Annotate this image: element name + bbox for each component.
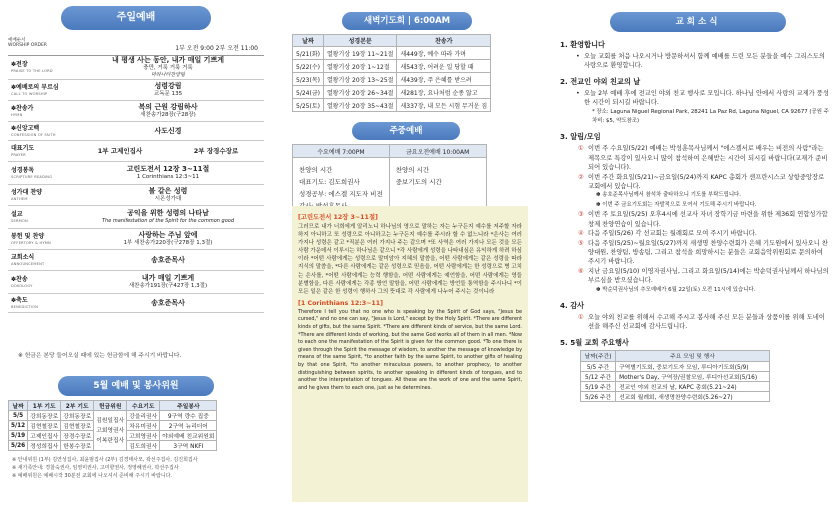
worship-item-label xyxy=(8,297,72,310)
events-cell: 5/19 주간 xyxy=(581,381,616,391)
worship-item-sub2: The manifestation of the Spirit for the common good xyxy=(101,218,235,224)
dawn-row xyxy=(293,47,491,60)
dawn-prayer-title: 새벽기도회 | 6:00AM xyxy=(342,12,472,30)
welcome-text: • 오늘 교회를 처음 나오시거나 방문하셔서 함께 예배를 드린 모든 분들을 예수 그리스도의 사랑으로 환영합니다. xyxy=(576,52,830,71)
scripture-en-text: Therefore I tell you that no one who is speaking by the Spirit of God says, "Jesus be cursed," and no one can say, "Jesus is Lord," except by the Holy Spirit. *There are different kinds of gifts, but the same Spirit. *There are different kinds of service, but the same Lord. *There are different kinds of working, but the same God works all of them in all men. *Now to each one the manifestation of the Spirit is given for the common good. *To one there is given through the Spirit the message of wisdom, to another the message of knowledge by means of the same Spirit, *to another faith by the same Spirit, to another gifts of healing by that one Spirit, *to another miraculous powers, to another prophecy, to another distinguishing between spirits, to another speaking in different kinds of tongues, and to another the interpretation of tongues. All these are the work of one and the same Spirit, and he gives them to each one, just as he determines. xyxy=(298,308,522,391)
dawn-header: 찬송가 xyxy=(397,35,491,47)
may-note: ※ 예배위원은 예배시작 30분전 교회에 나오셔서 준비해 주시기 바랍니다. xyxy=(12,473,173,479)
worship-item-title: 볼 같은 성령 xyxy=(148,187,188,195)
may-note: ※ 새가족안내: 경찰숙권사, 임영미권사, 고미향권사, 정영혜권사, 곽선주집사 xyxy=(12,465,179,471)
middle-column xyxy=(292,0,528,507)
worship-order-row xyxy=(8,80,264,101)
scripture-ko-text: 그러므로 내가 너희에게 알리노니 하나님의 영으로 말하는 자는 누구든지 예수를 저주할 자라 하지 아니하고 또 성령으로 아니하고는 누구든지 예수를 주시라 할 수 없느니라 *은사는 여러 가지나 성령은 같고 *직분은 여러 가지나 주는 같으며 *또 사역은 여러 가지나 모든 것을 모든 사람 가운데서 이루시는 하나님은 같으니 *각 사람에게 성령을 나타내심은 유익하게 하려 하심이라 *어떤 사람에게는 성령으로 말미암아 지혜의 말씀을, 어떤 사람에게는 같은 성령을 따라 지식의 말씀을, *다른 사람에게는 같은 성령으로 믿음을, 어떤 사람에게는 한 성령으로 병 고치는 은사를, *어떤 사람에게는 능력 행함을, 어떤 사람에게는 예언함을, 어떤 사람에게는 영들 분별함을, 다른 사람에게는 각종 방언 말함을, 어떤 사람에게는 방언들 통역함을 주시나니 *이 모든 일은 같은 한 성령이 행하사 그의 뜻대로 각 사람에게 나누어 주시는 것이니라 xyxy=(298,224,522,295)
events-cell: 5/5 주간 xyxy=(581,361,616,371)
item-number: ② xyxy=(578,173,584,181)
dawn-cell: 5/24(금) xyxy=(293,86,324,99)
worship-item-title: 공익을 위한 성령의 나타남 xyxy=(127,209,209,217)
may-cell: 김현철장로 xyxy=(61,421,94,431)
worship-item-name: 성경봉독 xyxy=(11,166,35,174)
worship-item-sub: 충만, 거룩 거룩 거룩 xyxy=(143,65,193,71)
worship-item-sub: 교독문 135 xyxy=(153,91,183,97)
worship-item-en: SERMON xyxy=(11,218,28,223)
worship-item-title: 내 평생 사는 동안, 내가 매일 기쁘게 xyxy=(112,56,224,64)
picnic-text: 오늘 2부 예배 후에 전교인 야외 친교 행사로 모입니다. 하나님 안에서 사랑의 교제가 풍성한 시간이 되시길 바랍니다. xyxy=(584,89,829,107)
news-item xyxy=(578,144,830,172)
scripture-ko-title: [고린도전서 12장 3~11절] xyxy=(298,214,378,221)
worship-item-label xyxy=(8,189,72,202)
weekly-worship-title: 주중예배 xyxy=(352,122,460,140)
worship-item-en: PRAISE TO THE LORD xyxy=(11,69,53,73)
worship-order-header xyxy=(8,38,264,54)
worship-order-row xyxy=(8,294,264,313)
worship-item-sub: 1부 새찬송가220장(구278장 1,3절) xyxy=(123,240,213,246)
dawn-cell: 열왕기상 20장 26~34절 xyxy=(323,86,397,99)
worship-item-name: ✽예배로의 부르심 xyxy=(11,83,59,91)
thanks-title: 4. 감사 xyxy=(560,300,585,310)
worship-item-title: 사랑하는 주님 앞에 xyxy=(138,231,198,239)
may-cell: 2구역 뉴리더어 xyxy=(160,421,217,431)
offering-team-cell xyxy=(94,411,127,451)
worship-item-en: ANNOUNCEMENT xyxy=(11,261,45,266)
events-title: 5. 5월 교회 주요행사 xyxy=(560,337,629,347)
worship-item-title: 내가 매일 기쁘게 xyxy=(141,274,195,282)
worship-item-en: OFFERTORY & HYMN xyxy=(11,240,51,245)
scripture-box xyxy=(292,206,528,502)
worship-item-en: CALL TO WORSHIP xyxy=(11,91,48,96)
events-cell: 선교회 월례회, 새생명찬양수련회(5.26~27) xyxy=(616,391,770,401)
may-cell: 5/5 xyxy=(9,411,28,421)
may-notes xyxy=(12,456,198,480)
dawn-cell: 새543장, 어려운 일 당할 때 xyxy=(397,60,491,73)
dawn-cell: 열왕기상 20장 1~12절 xyxy=(323,60,397,73)
may-header: 헌금위원 xyxy=(94,401,127,411)
worship-item-content xyxy=(72,187,264,203)
wed-item: 찬양의 시간 xyxy=(299,166,333,174)
worship-order-table xyxy=(8,55,264,313)
events-row xyxy=(581,371,770,381)
worship-item-label xyxy=(8,145,72,158)
prayer-leader: 1부 고제인집사 xyxy=(97,146,143,155)
may-cell: 5/19 xyxy=(9,431,28,441)
may-header: 주일봉사 xyxy=(160,401,217,411)
may-servers-title: 5월 예배 및 봉사위원 xyxy=(58,376,214,396)
worship-item-name: ✽찬송가 xyxy=(11,104,34,112)
worship-order-row xyxy=(8,56,264,80)
worship-item-content xyxy=(72,127,264,136)
news-item xyxy=(578,239,830,267)
news-item xyxy=(578,210,830,229)
worship-item-name: 성가대 찬양 xyxy=(11,188,43,196)
worship-item-content xyxy=(72,82,264,98)
worship-item-label xyxy=(8,167,72,180)
worship-item-label xyxy=(8,61,72,74)
worship-item-en: HYMN xyxy=(11,112,23,117)
news-item xyxy=(578,313,830,332)
prayer-split xyxy=(72,147,264,156)
may-servers-table xyxy=(8,400,217,451)
worship-item-sub: 1 Corinthians 12:3~11 xyxy=(136,174,200,180)
worship-item-label xyxy=(8,276,72,289)
worship-item-content xyxy=(72,231,264,247)
worship-order-en: WORSHIP ORDER xyxy=(8,43,47,48)
worship-item-title: 사도신경 xyxy=(154,126,182,135)
events-header: 날짜(주간) xyxy=(581,350,616,361)
dawn-cell: 열왕기상 20장 35~43절 xyxy=(323,99,397,112)
worship-item-sub: 시온성가대 xyxy=(154,196,182,202)
news-item-text: 이번 주 토요일(5/25) 오후4시에 선교사 자녀 장학기금 마련을 위한 제36회 연합성가합창제 찬양연습이 있습니다. xyxy=(588,211,828,228)
worship-item-name: 교회소식 xyxy=(11,253,35,261)
events-cell: 5/26 주간 xyxy=(581,391,616,401)
item-number: ⑥ xyxy=(578,267,584,275)
news-item-text: 다음 주일(5/25)~월요일(5/27)까지 새생명 찬양수련회가 은혜 기도원에서 있사오니 찬양대원, 찬양팀, 방송팀, 그리고 참석을 희망하시는 분들은 교회음악위원회로 문의하여 주시기 바랍니다. xyxy=(588,239,828,266)
news-item-text: 오늘 야외 친교를 위해서 수고해 주시고 봉사해 주신 모든 분들과 상품이를 위해 도네이션을 해주신 선교회에 감사드립니다. xyxy=(588,313,825,331)
may-cell: 김도희권사 xyxy=(127,441,160,451)
thanks-section xyxy=(560,301,830,332)
item-number: ⑤ xyxy=(578,239,584,247)
worship-order-row xyxy=(8,229,264,250)
dawn-prayer-table xyxy=(292,34,491,112)
dawn-row xyxy=(293,86,491,99)
worship-order-row xyxy=(8,101,264,122)
dawn-cell: 새449장, 예수 따라 가며 xyxy=(397,47,491,60)
dawn-cell: 5/23(목) xyxy=(293,73,324,86)
news-item-text: 이번 주간 화요일(5/21)~금요일(5/24)까지 KAPC 총회가 샌프란시스코 상항중앙장로교회에서 있습니다. xyxy=(588,173,825,191)
dawn-cell: 새337장, 내 모든 시험 무거운 짐 xyxy=(397,99,491,112)
alerts-title: 3. 알림/모임 xyxy=(560,132,601,142)
worship-order-row xyxy=(8,250,264,271)
worship-item-title: 성령강림 xyxy=(154,82,182,90)
worship-item-content xyxy=(72,147,264,156)
church-news-body xyxy=(560,40,830,408)
may-cell: 3구역 NKFI xyxy=(160,441,217,451)
worship-item-en: SCRIPTURE READING xyxy=(11,174,53,179)
news-item-text: 다음 주일(5/26) 각 선교회는 월례회로 모여 주시기 바랍니다. xyxy=(588,230,757,238)
worship-item-content xyxy=(72,209,264,225)
news-item xyxy=(578,267,830,295)
dawn-cell: 새281장, 요나처럼 순종 않고 xyxy=(397,86,491,99)
worship-order-ko: 예배순서 xyxy=(8,38,26,43)
picnic-location: * 장소: Laguna Niguel Regional Park, 28241 La Paz Rd, Laguna Niguel, CA 92677 (공원 주차비: $5, 약도참조) xyxy=(592,108,829,125)
events-row xyxy=(581,381,770,391)
news-item-subnote: ✽ 이번 주 금요기도회는 자발적으로 모여서 기도해 주시기 바랍니다. xyxy=(596,201,757,208)
worship-order-row xyxy=(8,185,264,206)
worship-item-en: CONFESSION OF FAITH xyxy=(11,132,56,137)
may-cell: 강희동장로 xyxy=(28,411,61,421)
dawn-row xyxy=(293,99,491,112)
offering-member: 김원일집사 xyxy=(96,417,125,424)
worship-item-en: BENEDICTION xyxy=(11,304,39,309)
worship-item-name: 설교 xyxy=(11,210,23,218)
dawn-header: 날짜 xyxy=(293,35,324,47)
wed-item: 대표기도: 김도희권사 xyxy=(299,178,360,186)
wed-worship-head: 수요예배 7:00PM xyxy=(293,145,390,158)
worship-column xyxy=(8,0,264,507)
offering-member: 이복란집사 xyxy=(96,437,125,444)
worship-item-en: PRAYER xyxy=(11,152,26,157)
worship-item-label xyxy=(8,125,72,138)
worship-order-row xyxy=(8,271,264,294)
prayer-leader: 2부 장경수장로 xyxy=(193,146,239,155)
worship-item-title: 고린도전서 12장 3~11절 xyxy=(126,165,210,173)
news-column xyxy=(560,0,830,507)
news-item xyxy=(578,173,830,211)
may-cell: 한봉수장로 xyxy=(61,441,94,451)
news-item-subnote: ✽ 송호준목사님께서 참석차 출타하오니 기도를 부탁드립니다. xyxy=(596,192,741,199)
worship-item-sub2: 마라나타찬양팀 xyxy=(151,72,185,78)
events-cell: 구역별기도회, 중보기도자 모임, 루디아기도회(5/9) xyxy=(616,361,770,371)
may-cell: 김현철장로 xyxy=(28,421,61,431)
worship-item-name: ✽전장 xyxy=(11,61,28,68)
offering-note: ※ 헌금은 본당 들어오실 때에 있는 헌금함에 해 주시기 바랍니다. xyxy=(18,353,182,359)
dawn-cell: 5/25(토) xyxy=(293,99,324,112)
worship-item-content xyxy=(72,165,264,181)
dawn-row xyxy=(293,60,491,73)
thanks-list xyxy=(560,313,830,332)
offering-member: 고회영권사 xyxy=(96,427,125,434)
may-cell: 고제인집사 xyxy=(28,431,61,441)
worship-item-name: ✽축도 xyxy=(11,296,28,304)
picnic-title: 2. 전교인 야외 친교의 날 xyxy=(560,76,641,86)
may-cell: 5/12 xyxy=(9,421,28,431)
may-header: 수요기도 xyxy=(127,401,160,411)
may-cell: 야외예배 친교위원회 xyxy=(160,431,217,441)
worship-item-en: ANTHEM xyxy=(11,196,28,201)
dawn-cell: 새439장, 주 은혜를 받으려 xyxy=(397,73,491,86)
worship-item-label xyxy=(8,105,72,118)
may-row xyxy=(9,411,217,421)
worship-order-row xyxy=(8,162,264,185)
worship-item-sub: 새찬송가28장(구28장) xyxy=(140,112,196,118)
events-header: 주요 모임 및 행사 xyxy=(616,350,770,361)
picnic-section xyxy=(560,77,830,127)
worship-item-name: 대표기도 xyxy=(11,144,35,152)
dawn-cell: 열왕기상 20장 13~25절 xyxy=(323,73,397,86)
worship-times: 1부 오전 9:00 2부 오전 11:00 xyxy=(175,45,258,52)
worship-item-name: ✽찬송 xyxy=(11,275,28,283)
scripture-en-title: [1 Corinthians 12:3~11] xyxy=(298,299,384,307)
worship-item-title: 복의 근원 강림하사 xyxy=(138,103,198,111)
events-cell: Mother's Day, 구역장/권찰모임, 루디아선교회(5/16) xyxy=(616,371,770,381)
events-row xyxy=(581,391,770,401)
worship-item-title: 송호준목사 xyxy=(151,298,185,307)
may-header: 날짜 xyxy=(9,401,28,411)
dawn-cell: 열왕기상 19장 11~21절 xyxy=(323,47,397,60)
events-row xyxy=(581,361,770,371)
may-cell: 5/26 xyxy=(9,441,28,451)
news-item xyxy=(578,229,830,238)
dawn-row xyxy=(293,73,491,86)
news-item-subnote: ✽ 박순덕권사님의 추모예배가 6월 22일(토) 오전 11시에 있습니다. xyxy=(596,286,756,293)
dawn-cell: 5/22(수) xyxy=(293,60,324,73)
worship-item-label xyxy=(8,84,72,97)
worship-item-name: ✽신앙고백 xyxy=(11,124,40,132)
events-section xyxy=(560,338,830,402)
may-cell: 강을리권사 xyxy=(127,411,160,421)
may-cell: 정성희집사 xyxy=(28,441,61,451)
news-item-text: 이번 주 수요일(5/22) 예배는 박성훈목사님께서 "에스겔서로 배우는 비전의 사람"라는 제목으로 특강이 있사오니 많이 참석하여 은혜받는 시간이 되시길 바랍니다(교재가 준비되어 있습니다). xyxy=(588,145,828,172)
worship-order-row xyxy=(8,141,264,162)
events-cell: 5/12 주간 xyxy=(581,371,616,381)
fri-item: 찬양의 시간 xyxy=(395,166,430,174)
item-number: ③ xyxy=(578,211,584,219)
worship-item-content xyxy=(72,256,264,265)
fri-worship-head: 금요오전예배 10:00AM xyxy=(389,145,486,158)
alerts-section xyxy=(560,132,830,295)
may-cell: 고희영권사 xyxy=(127,431,160,441)
worship-order-row xyxy=(8,206,264,229)
item-number: ① xyxy=(578,145,584,153)
worship-item-title: 송호준목사 xyxy=(151,255,185,264)
worship-item-label xyxy=(8,254,72,267)
may-cell: 장경수장로 xyxy=(61,431,94,441)
worship-item-sub: 새찬송가191장(구427장 1,3절) xyxy=(128,283,208,289)
may-cell: 강희동장로 xyxy=(61,411,94,421)
events-table xyxy=(580,350,770,402)
welcome-title: 1. 환영합니다 xyxy=(560,40,605,49)
worship-title: 주일예배 xyxy=(61,6,211,30)
may-note: ※ 안내위원 (1부) 김연성집사, 최윤범집사 (2부) 김경태사모, 곽선주집사, 김진희집사 xyxy=(12,457,198,463)
worship-item-content xyxy=(72,103,264,119)
may-header: 1부 기도 xyxy=(28,401,61,411)
worship-item-content xyxy=(72,274,264,290)
church-news-title: 교회소식 xyxy=(610,12,786,32)
may-cell: 차유미권사 xyxy=(127,421,160,431)
alerts-list xyxy=(560,144,830,295)
dawn-header: 성경본문 xyxy=(323,35,397,47)
worship-item-en: DOXOLOGY xyxy=(11,283,33,288)
worship-item-content xyxy=(72,299,264,308)
item-number: ④ xyxy=(578,230,584,238)
worship-item-label xyxy=(8,211,72,224)
welcome-section xyxy=(560,40,830,71)
worship-item-label xyxy=(8,233,72,246)
wed-item: 성경공부: 에스겔 지도자 비전 xyxy=(299,190,383,198)
may-cell: 9구역 량수 집중 xyxy=(160,411,217,421)
may-header: 2부 기도 xyxy=(61,401,94,411)
worship-item-content xyxy=(72,56,264,79)
dawn-cell: 5/21(화) xyxy=(293,47,324,60)
worship-order-row xyxy=(8,122,264,141)
item-number: ① xyxy=(578,313,584,321)
events-cell: 전교인 야외 친교의 날, KAPC 총회(5.21~24) xyxy=(616,381,770,391)
worship-item-name: 봉헌 및 찬양 xyxy=(11,232,45,240)
fri-item: 중보기도의 시간 xyxy=(395,178,442,186)
news-item-text: 지난 금요일(5/10) 이영자권사님, 그리고 화요일(5/14)에는 박순덕권사님께서 하나님의 부르심을 받으셨습니다. xyxy=(588,267,829,285)
